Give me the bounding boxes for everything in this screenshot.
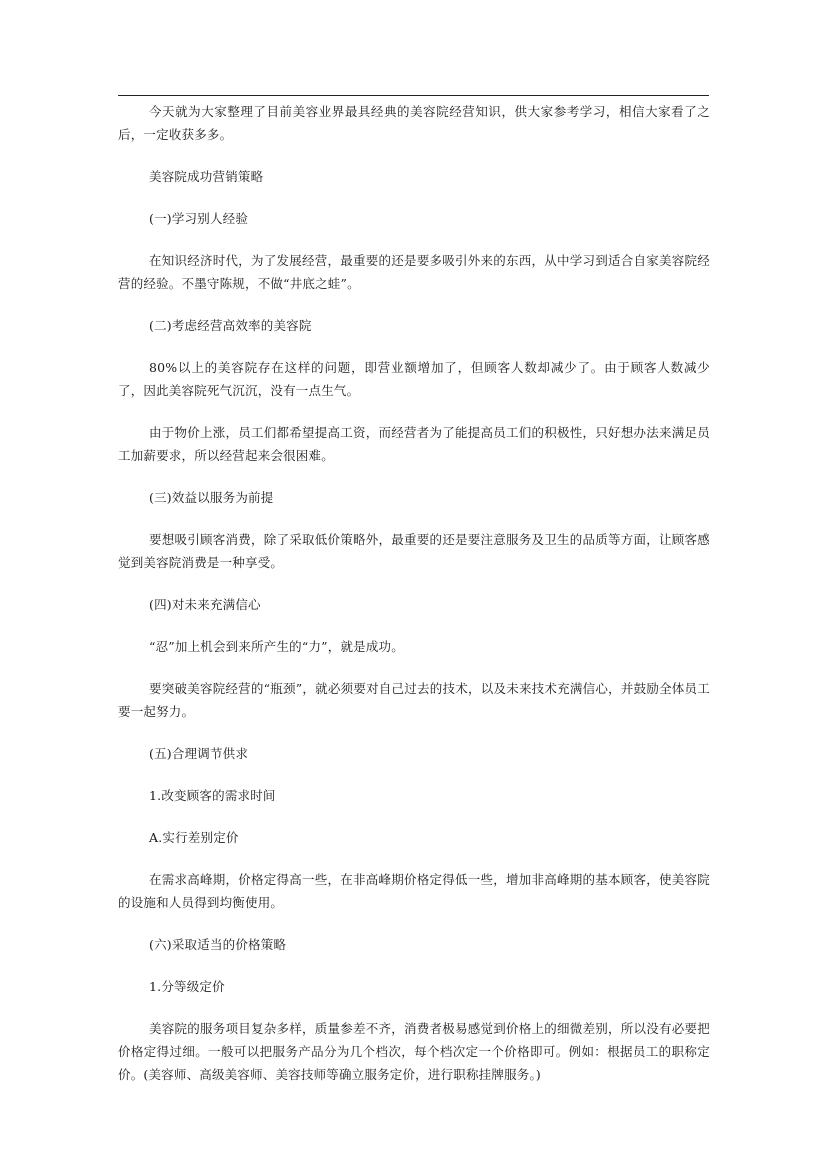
section-heading: 美容院成功营销策略	[149, 169, 264, 184]
header-rule	[118, 95, 709, 96]
document-body	[118, 100, 710, 1086]
body-paragraph: 要想吸引顾客消费，除了采取低价策略外，最重要的还是要注意服务及卫生的品质等方面，让顾客感觉到美容院消费是一种享受。	[118, 532, 710, 570]
subsection-heading: (一)学习别人经验	[149, 211, 249, 226]
subsection-heading: (六)采取适当的价格策略	[149, 937, 287, 952]
subsection-heading: (四)对未来充满信心	[149, 597, 261, 612]
subsection-heading: (五)合理调节供求	[149, 746, 249, 761]
intro-paragraph: 今天就为大家整理了目前美容业界最具经典的美容院经营知识，供大家参考学习，相信大家看了之后，一定收获多多。	[118, 104, 710, 142]
subsection-heading: (二)考虑经营高效率的美容院	[149, 318, 312, 333]
body-paragraph: 在需求高峰期，价格定得高一些，在非高峰期价格定得低一些，增加非高峰期的基本顾客，使美容院的设施和人员得到均衡使用。	[118, 872, 710, 910]
list-item-heading: 1.改变顾客的需求时间	[149, 788, 276, 803]
body-paragraph: 由于物价上涨，员工们都希望提高工资，而经营者为了能提高员工们的积极性，只好想办法来满足员工加薪要求，所以经营起来会很困难。	[118, 425, 710, 463]
body-paragraph: 美容院的服务项目复杂多样，质量参差不齐，消费者极易感觉到价格上的细微差别，所以没有必要把价格定得过细。一般可以把服务产品分为几个档次，每个档次定一个价格即可。例如：根据员工的职称定价。(美容师、高级美容师、美容技师等确立服务定价，进行职称挂牌服务。)	[118, 1021, 710, 1082]
subsection-heading: (三)效益以服务为前提	[149, 490, 274, 505]
body-paragraph: 要突破美容院经营的“瓶颈”，就必须要对自己过去的技术，以及未来技术充满信心，并鼓励全体员工要一起努力。	[118, 681, 710, 719]
list-item-heading: A.实行差别定价	[149, 830, 239, 845]
list-item-heading: 1.分等级定价	[149, 979, 225, 994]
body-paragraph: 在知识经济时代，为了发展经营，最重要的还是要多吸引外来的东西，从中学习到适合自家美容院经营的经验。不墨守陈规，不做“井底之蛙”。	[118, 253, 710, 291]
body-paragraph: 80%以上的美容院存在这样的问题，即营业额增加了，但顾客人数却减少了。由于顾客人数减少了，因此美容院死气沉沉，没有一点生气。	[118, 360, 710, 398]
body-paragraph: “忍”加上机会到来所产生的“力”，就是成功。	[149, 639, 404, 654]
